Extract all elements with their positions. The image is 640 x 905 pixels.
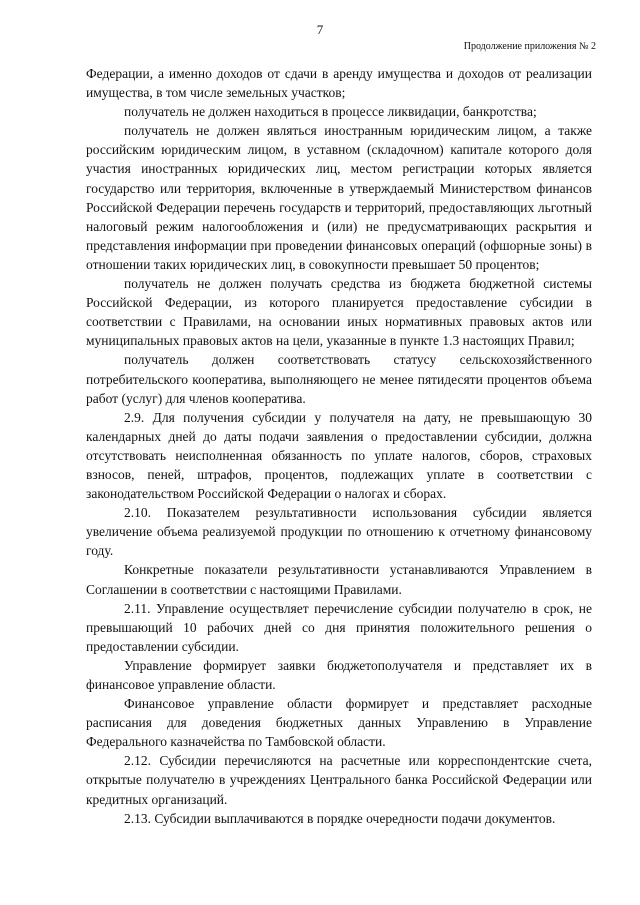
paragraph: 2.11. Управление осуществляет перечисление субсидии получателю в срок, не превышающий 10 рабочих дней со дня принятия положительного решения о предоставлении субсидии.	[86, 600, 592, 654]
page-number: 7	[316, 22, 324, 37]
paragraph: 2.9. Для получения субсидии у получателя на дату, не превышающую 30 календарных дней до даты подачи заявления о предоставлении субсидии, должна отсутствовать неисполненная обязанность по уплате налогов, сборов, страховых взносов, пеней, штрафов, процентов, подлежащих уплате в соответствии с законодательством Российской Федерации о налогах и сборах.	[86, 409, 592, 502]
paragraph: получатель должен соответствовать статусу сельскохозяйственного потребительского кооператива, выполняющего не менее пятидесяти процентов объема работ (услуг) для членов кооператива.	[86, 352, 592, 406]
paragraph: получатель не должен получать средства из бюджета бюджетной системы Российской Федерации, из которого планируется предоставление субсидии в соответствии с Правилами, на основании иных нормативных правовых актов или муниципальных правовых актов на цели, указанные в пункте 1.3 настоящих Правил;	[86, 276, 592, 349]
paragraph: Управление формирует заявки бюджетополучателя и представляет их в финансовое управление области.	[86, 657, 592, 692]
continuation-note: Продолжение приложения № 2	[463, 41, 596, 52]
paragraph: 2.12. Субсидии перечисляются на расчетные или корреспондентские счета, открытые получателю в учреждениях Центрального банка Российской Федерации или кредитных организаций.	[86, 753, 592, 807]
paragraph: получатель не должен находиться в процессе ликвидации, банкротства;	[124, 104, 537, 120]
paragraph: Финансовое управление области формирует и представляет расходные расписания для доведения бюджетных данных Управлению в Управление Федерального казначейства по Тамбовской области.	[86, 696, 592, 750]
paragraph: Федерации, а именно доходов от сдачи в аренду имущества и доходов от реализации имущества, в том числе земельных участков;	[86, 66, 592, 101]
paragraph: 2.10. Показателем результативности использования субсидии является увеличение объема реализуемой продукции по отношению к отчетному финансовому году.	[86, 505, 592, 559]
document-body	[86, 64, 592, 828]
paragraph: Конкретные показатели результативности устанавливаются Управлением в Соглашении в соответствии с настоящими Правилами.	[86, 562, 592, 597]
paragraph: 2.13. Субсидии выплачиваются в порядке очередности подачи документов.	[124, 810, 556, 826]
paragraph: получатель не должен являться иностранным юридическим лицом, а также российским юридическим лицом, в уставном (складочном) капитале которого доля участия иностранных юридических лиц, местом регистрации которых является государство или территория, включенные в утверждаемый Министерством финансов Российской Федерации перечень государств и территорий, предоставляющих льготный налоговый режим налогообложения и (или) не предусматривающих раскрытия и представления информации при проведении финансовых операций (офшорные зоны) в отношении таких юридических лиц, в совокупности превышает 50 процентов;	[86, 123, 592, 272]
